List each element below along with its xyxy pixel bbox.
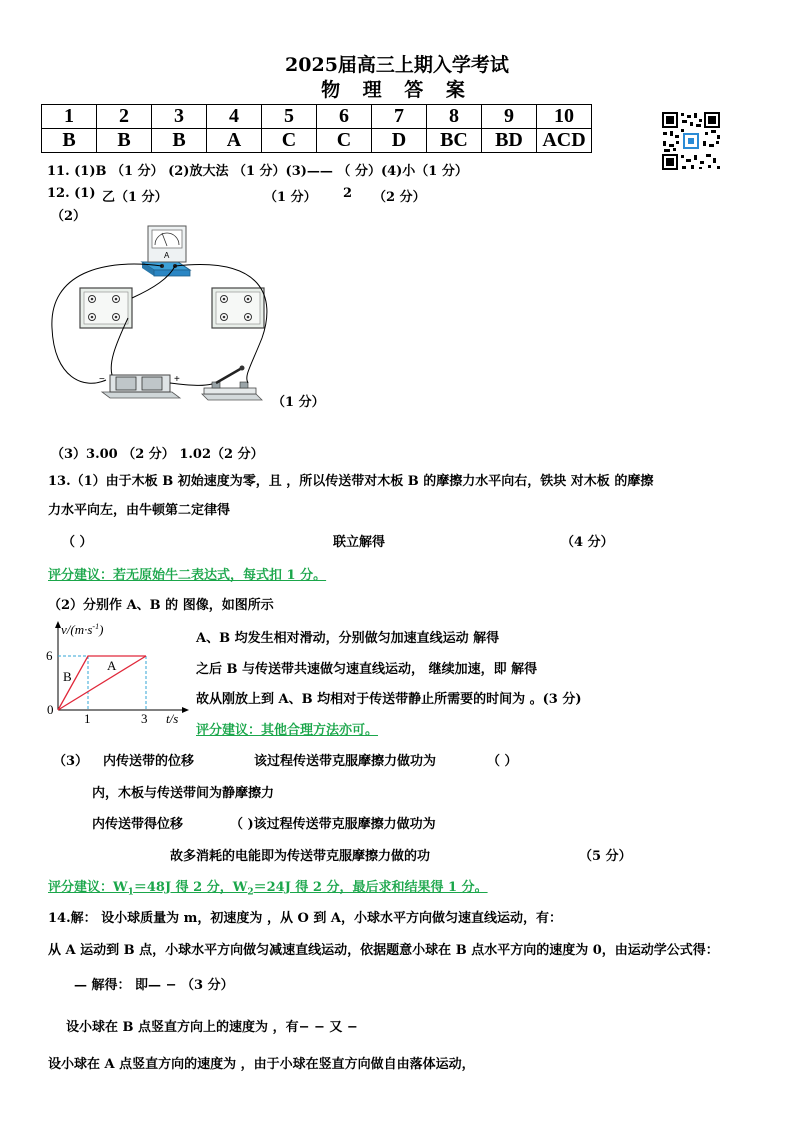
q13-part3-line1-work: 该过程传送带克服摩擦力做功为 xyxy=(254,754,437,769)
q13-part2-intro: （2）分别作 A、B 的 图像，如图所示 xyxy=(48,598,274,613)
resistor-box-icon xyxy=(80,288,132,328)
question-number: 3 xyxy=(152,105,207,129)
question-number: 10 xyxy=(537,105,592,129)
question-number: 1 xyxy=(42,105,97,129)
q13-part3-line4: 故多消耗的电能即为传送带克服摩擦力做的功 xyxy=(170,849,431,864)
q13-part1-score: （4 分） xyxy=(561,535,614,550)
vt-graph xyxy=(44,618,194,730)
question-number: 7 xyxy=(372,105,427,129)
x-axis-arrow-icon xyxy=(182,707,189,713)
q12-part1-label: 12. (1) xyxy=(47,186,96,201)
q14-line2: 从 A 运动到 B 点，小球水平方向做匀减速直线运动，依据题意小球在 B 点水平方向的速度为 0，由运动学公式得： xyxy=(48,943,719,958)
answer-cell: B xyxy=(97,129,152,153)
answer-cell: C xyxy=(317,129,372,153)
q13-part3-label: （3） xyxy=(53,754,89,769)
graph-label-A: A xyxy=(107,658,117,673)
question-number: 4 xyxy=(207,105,262,129)
meter-label: A xyxy=(164,251,170,260)
q13-part1-line3-paren: （ ） xyxy=(62,535,93,550)
q14-line3: — 解得： 即— − （3 分） xyxy=(74,978,234,993)
graph-y-tick-6: 6 xyxy=(46,648,53,663)
q12-circuit-score: （1 分） xyxy=(272,395,325,410)
graph-xlabel: t/s xyxy=(166,711,179,726)
answer-table-number-row xyxy=(42,105,592,129)
answer-table xyxy=(41,104,592,153)
q14-line4: 设小球在 B 点竖直方向上的速度为 ，有− − 又 − xyxy=(66,1020,358,1035)
question-number: 2 xyxy=(97,105,152,129)
q13-scoring-note-1: 评分建议：若无原始牛二表达式，每式扣 1 分。 xyxy=(48,568,327,583)
graph-x-tick-3: 3 xyxy=(141,711,148,726)
battery-plus-label: + xyxy=(174,374,180,385)
page-subtitle: 物 理 答 案 xyxy=(321,79,473,101)
answer-cell: B xyxy=(152,129,207,153)
q13-part2-line3: 故从刚放上到 A、B 均相对于传送带静止所需要的时间为 。(3 分) xyxy=(196,692,582,707)
answer-cell: BD xyxy=(482,129,537,153)
resistor-box-icon xyxy=(212,288,264,328)
switch-icon xyxy=(202,366,262,401)
q14-line5: 设小球在 A 点竖直方向的速度为 ，由于小球在竖直方向做自由落体运动， xyxy=(48,1057,475,1072)
battery-icon xyxy=(99,374,180,398)
q13-part3-line2: 内，木板与传送带间为静摩擦力 xyxy=(92,786,275,801)
q12-part1-value: 2 xyxy=(343,186,353,201)
graph-ylabel: $v/(m\cdot s^{-1})$ xyxy=(61,622,104,637)
question-number: 8 xyxy=(427,105,482,129)
q13-part3-line3-work: （ )该过程传送带克服摩擦力做功为 xyxy=(230,817,436,832)
graph-x-tick-1: 1 xyxy=(84,711,91,726)
q13-part3-line3: 内传送带得位移 xyxy=(92,817,184,832)
q12-part1-score: （1 分） xyxy=(264,190,317,205)
page-title: 2025届高三上期入学考试 xyxy=(285,54,509,76)
answer-cell: C xyxy=(262,129,317,153)
graph-origin: 0 xyxy=(47,702,54,717)
battery-minus-label: − xyxy=(99,374,105,385)
q12-part3-answer: （3）3.00 （2 分） 1.02（2 分） xyxy=(51,447,264,462)
q13-part2-line2: 之后 B 与传送带共速做匀速直线运动， 继续加速，即 解得 xyxy=(196,662,538,677)
q13-part1-line2: 力水平向左，由牛顿第二定律得 xyxy=(48,503,231,518)
q13-part1-line1: 13.（1）由于木板 B 初始速度为零，且 ，所以传送带对木板 B 的摩擦力水平向右，铁块 对木板 的摩擦 xyxy=(48,474,654,489)
q13-part3-score: （5 分） xyxy=(579,849,632,864)
answer-table-answer-row xyxy=(42,129,592,153)
q13-part3-line1-paren: （ ） xyxy=(487,754,518,769)
question-number: 6 xyxy=(317,105,372,129)
answer-cell: B xyxy=(42,129,97,153)
q12-part1-answer: 乙（1 分） xyxy=(102,190,168,205)
circuit-diagram xyxy=(44,218,284,404)
answer-cell: BC xyxy=(427,129,482,153)
q13-part2-line1: A、B 均发生相对滑动，分别做匀加速直线运动 解得 xyxy=(196,631,500,646)
answer-cell: ACD xyxy=(537,129,592,153)
answer-cell: D xyxy=(372,129,427,153)
q12-part1-score2: （2 分） xyxy=(373,190,426,205)
q13-part1-line3-solve: 联立解得 xyxy=(333,535,386,550)
graph-label-B: B xyxy=(63,669,72,684)
qr-code-icon[interactable] xyxy=(661,111,721,171)
answer-cell: A xyxy=(207,129,262,153)
q13-scoring-note-2: 评分建议：其他合理方法亦可。 xyxy=(196,723,379,738)
ammeter-icon xyxy=(142,226,190,276)
q13-part3-line1: 内传送带的位移 xyxy=(103,754,195,769)
q14-line1: 14.解： 设小球质量为 m，初速度为 ，从 O 到 A，小球水平方向做匀速直线运动，有： xyxy=(48,911,562,926)
question-number: 5 xyxy=(262,105,317,129)
question-number: 9 xyxy=(482,105,537,129)
q13-scoring-note-3: 评分建议：$W_1=48J$ 得 2 分，$W_2=24J$ 得 2 分，最后求和结果得 1 分。 xyxy=(48,880,488,898)
q11-answer: 11. (1)B （1 分） (2)放大法 （1 分）(3)—— （ 分）(4)小（1 分） xyxy=(47,164,468,179)
q12-part2-label: （2） xyxy=(51,209,87,224)
